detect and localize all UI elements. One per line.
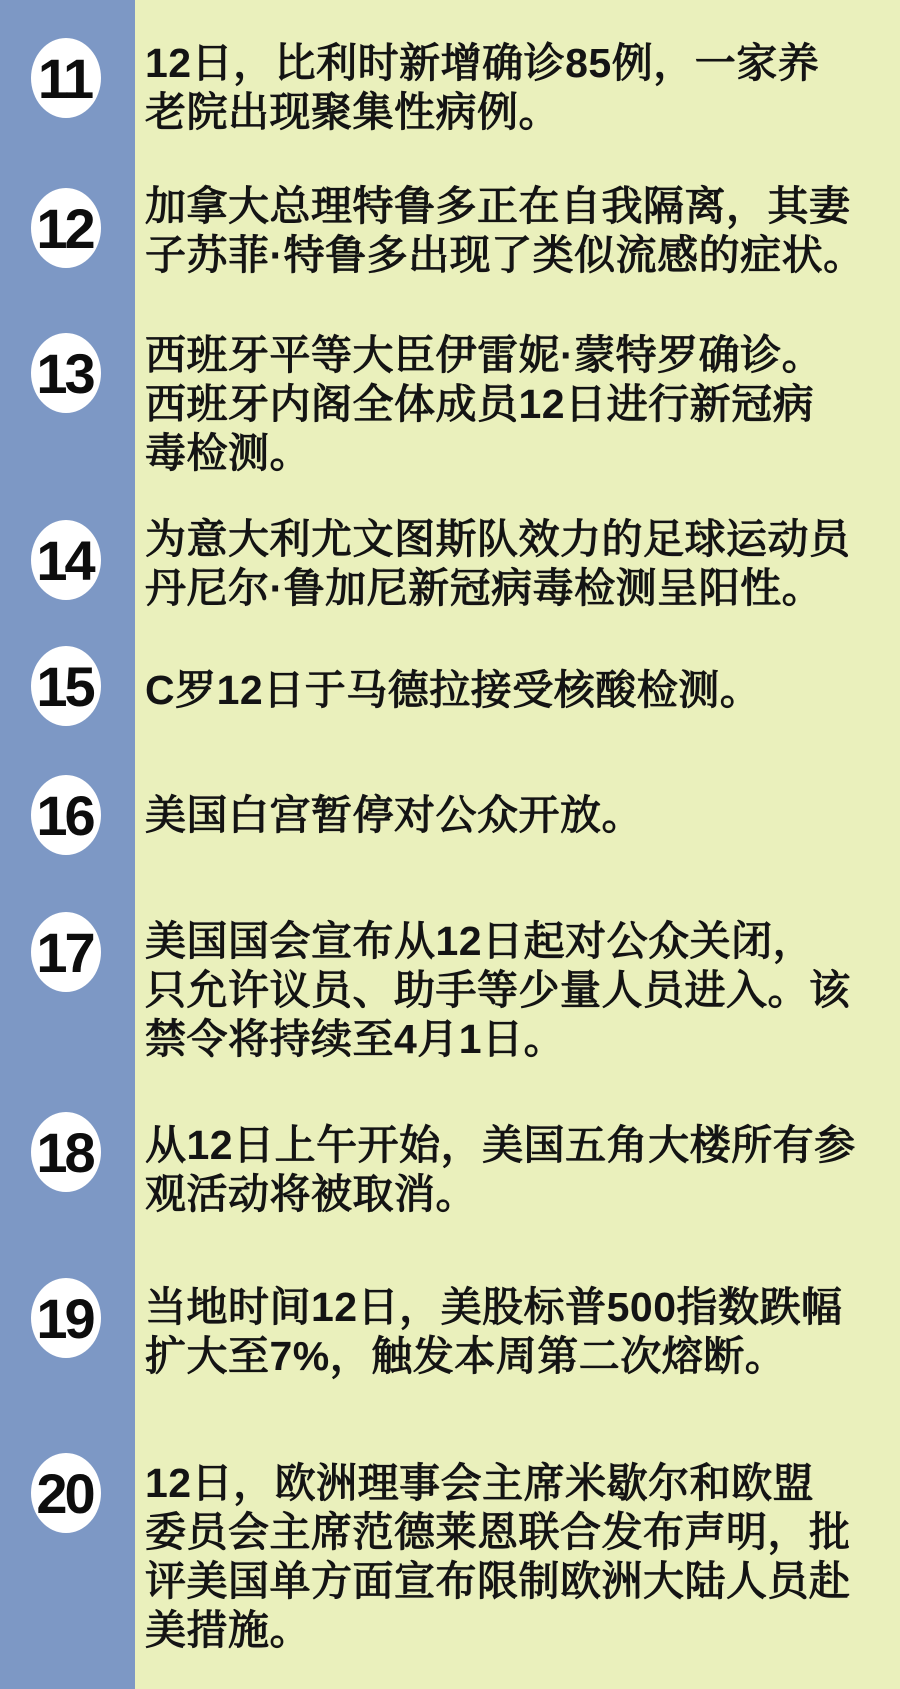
item-number-badge: 14 xyxy=(31,520,101,600)
item-text-line: 只允许议员、助手等少量人员进入。该 xyxy=(145,967,851,1013)
item-text-line: 美国国会宣布从12日起对公众关闭， xyxy=(145,918,815,964)
item-number-badge: 18 xyxy=(31,1112,101,1192)
item-text-block xyxy=(145,791,890,840)
item-number-badge: 20 xyxy=(31,1453,101,1533)
item-text-line: 子苏菲·特鲁多出现了类似流感的症状。 xyxy=(145,232,865,278)
item-text-line: 从12日上午开始，美国五角大楼所有参 xyxy=(145,1122,856,1168)
item-number-badge: 15 xyxy=(31,646,101,726)
item-text-block xyxy=(145,917,890,1064)
item-number-badge: 11 xyxy=(31,38,101,118)
item-text-line: C罗12日于马德拉接受核酸检测。 xyxy=(145,667,762,713)
item-text-block xyxy=(145,39,890,137)
item-text-line: 美国白宫暂停对公众开放。 xyxy=(145,792,643,838)
item-text-block xyxy=(145,515,890,613)
item-text-line: 禁令将持续至4月1日。 xyxy=(145,1016,566,1062)
item-text-line: 12日，比利时新增确诊85例，一家养 xyxy=(145,40,820,86)
item-text-line: 为意大利尤文图斯队效力的足球运动员 xyxy=(145,516,851,562)
item-text-line: 扩大至7%，触发本周第二次熔断。 xyxy=(145,1333,787,1379)
item-text-block xyxy=(145,331,890,478)
item-text-block xyxy=(145,182,890,280)
item-text-line: 评美国单方面宣布限制欧洲大陆人员赴 xyxy=(145,1558,851,1604)
item-number-badge: 17 xyxy=(31,912,101,992)
item-text-line: 12日，欧洲理事会主席米歇尔和欧盟 xyxy=(145,1460,815,1506)
item-text-line: 丹尼尔·鲁加尼新冠病毒检测呈阳性。 xyxy=(145,565,824,611)
item-text-line: 西班牙内阁全体成员12日进行新冠病 xyxy=(145,381,815,427)
item-text-block xyxy=(145,666,890,715)
item-text-line: 美措施。 xyxy=(145,1607,311,1653)
item-text-line: 观活动将被取消。 xyxy=(145,1171,477,1217)
item-number-badge: 13 xyxy=(31,333,101,413)
item-text-line: 毒检测。 xyxy=(145,430,311,476)
item-text-block xyxy=(145,1283,890,1381)
item-text-block xyxy=(145,1121,890,1219)
item-text-line: 加拿大总理特鲁多正在自我隔离，其妻 xyxy=(145,183,851,229)
item-text-line: 委员会主席范德莱恩联合发布声明，批 xyxy=(145,1509,851,1555)
item-text-block xyxy=(145,1459,890,1655)
item-text-line: 老院出现聚集性病例。 xyxy=(145,89,560,135)
item-number-badge: 16 xyxy=(31,775,101,855)
item-number-badge: 12 xyxy=(31,188,101,268)
item-number-badge: 19 xyxy=(31,1278,101,1358)
item-text-line: 当地时间12日，美股标普500指数跌幅 xyxy=(145,1284,843,1330)
item-text-line: 西班牙平等大臣伊雷妮·蒙特罗确诊。 xyxy=(145,332,824,378)
